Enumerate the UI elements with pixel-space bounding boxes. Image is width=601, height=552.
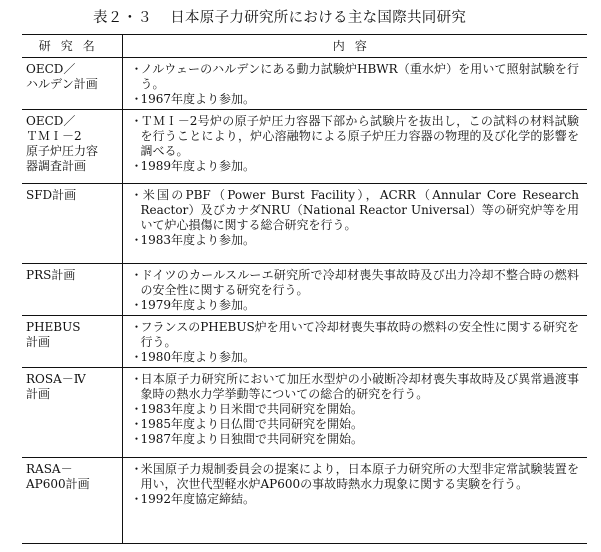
table-row: [22, 58, 587, 110]
table-caption: [93, 9, 553, 27]
table-header-row: [22, 35, 587, 58]
content-item-text: ノルウェーのハルデンにある動力試験炉HBWR（重水炉）を用いて照射試験を行う。: [140, 62, 579, 91]
table-row: [22, 110, 587, 184]
content-item-text: 1987年度より日独間で共同研究を開始。: [140, 432, 364, 446]
table-row: [22, 368, 587, 458]
research-name-cell: [22, 58, 122, 110]
research-name-cell: [22, 458, 122, 544]
research-name-line: AP600計画: [26, 477, 90, 491]
content-item: [131, 62, 580, 92]
research-name-cell: [22, 264, 122, 316]
table-row: [22, 264, 587, 316]
content-item-text: 日本原子力研究所において加圧水型炉の小破断冷却材喪失事故時及び異常過渡事象時の熱水力学挙動等についての総合的研究を行う。: [140, 372, 579, 401]
table-row: [22, 184, 587, 264]
content-item-text: 1983年度より日米間で共同研究を開始。: [140, 402, 364, 416]
content-item: [131, 233, 580, 248]
research-name-line: ＴＭＩ－2: [26, 129, 82, 143]
content-item: [131, 159, 580, 174]
content-item-text: 米国のPBF（Power Burst Facility），ACRR（Annular Core Research Reactor）及びカナダNRU（National Reactor Universal）等の研究炉等を用いて炉心損傷に関する総合研究を行う。: [140, 188, 579, 232]
research-content-cell: [122, 316, 587, 368]
table-row: [22, 316, 587, 368]
content-item-text: ドイツのカールスルーエ研究所で冷却材喪失事故時及び出力冷却不整合時の燃料の安全性に関する研究を行う。: [140, 268, 579, 297]
table-number: 表２・３: [93, 10, 153, 26]
research-name-cell: [22, 368, 122, 458]
research-name-cell: [22, 184, 122, 264]
content-item: [131, 268, 580, 298]
research-name-line: 計画: [26, 387, 51, 401]
content-item-text: ＴＭＩ－2号炉の原子炉圧力容器下部から試験片を抜出し，この試料の材料試験を行うことにより，炉心溶融物による原子炉圧力容器の物理的及び化学的影響を調べる。: [140, 114, 579, 158]
content-item: [131, 298, 580, 313]
research-name-line: OECD／: [26, 114, 76, 128]
content-item: [131, 402, 580, 417]
content-item-text: 1992年度協定締結。: [140, 492, 256, 506]
content-item-text: 1989年度より参加。: [140, 159, 256, 173]
research-content-cell: [122, 58, 587, 110]
content-item-text: 1967年度より参加。: [140, 92, 256, 106]
content-item: [131, 492, 580, 507]
content-item-text: 1980年度より参加。: [140, 350, 256, 364]
research-name-line: PHEBUS: [26, 320, 81, 334]
research-name-line: RASA－: [26, 462, 73, 476]
content-item-text: 米国原子力規制委員会の提案により，日本原子力研究所の大型非定常試験装置を用い，次世代型軽水炉AP600の事故時熱水力現象に関する実験を行う。: [140, 462, 579, 491]
content-item: [131, 417, 580, 432]
content-item: [131, 462, 580, 492]
research-content-cell: [122, 110, 587, 184]
content-item: [131, 188, 580, 233]
research-name-cell: [22, 316, 122, 368]
research-name-line: SFD計画: [26, 188, 77, 202]
research-name-line: PRS計画: [26, 268, 76, 282]
research-name-line: 原子炉圧力容: [26, 144, 99, 158]
content-item-text: 1985年度より日仏間で共同研究を開始。: [140, 417, 364, 431]
content-item: [131, 432, 580, 447]
research-name-line: 計画: [26, 335, 51, 349]
content-item: [131, 114, 580, 159]
content-item: [131, 350, 580, 365]
table-row: [22, 458, 587, 544]
research-name-cell: [22, 110, 122, 184]
content-item-text: 1983年度より参加。: [140, 233, 256, 247]
content-item: [131, 92, 580, 107]
header-content: 内容: [122, 35, 587, 58]
research-name-line: ROSA－Ⅳ: [26, 372, 86, 386]
research-content-cell: [122, 458, 587, 544]
research-name-line: OECD／: [26, 62, 76, 76]
content-item: [131, 320, 580, 350]
content-item-text: フランスのPHEBUS炉を用いて冷却材喪失事故時の燃料の安全性に関する研究を行う。: [140, 320, 579, 349]
research-content-cell: [122, 184, 587, 264]
research-content-cell: [122, 264, 587, 316]
content-item: [131, 372, 580, 402]
content-item-text: 1979年度より参加。: [140, 298, 256, 312]
table-title: 日本原子力研究所における主な国際共同研究: [170, 10, 467, 26]
research-content-cell: [122, 368, 587, 458]
research-name-line: ハルデン計画: [26, 77, 98, 91]
header-research-name: 研究名: [22, 35, 122, 58]
research-name-line: 器調査計画: [26, 159, 87, 173]
research-table: [22, 34, 587, 544]
